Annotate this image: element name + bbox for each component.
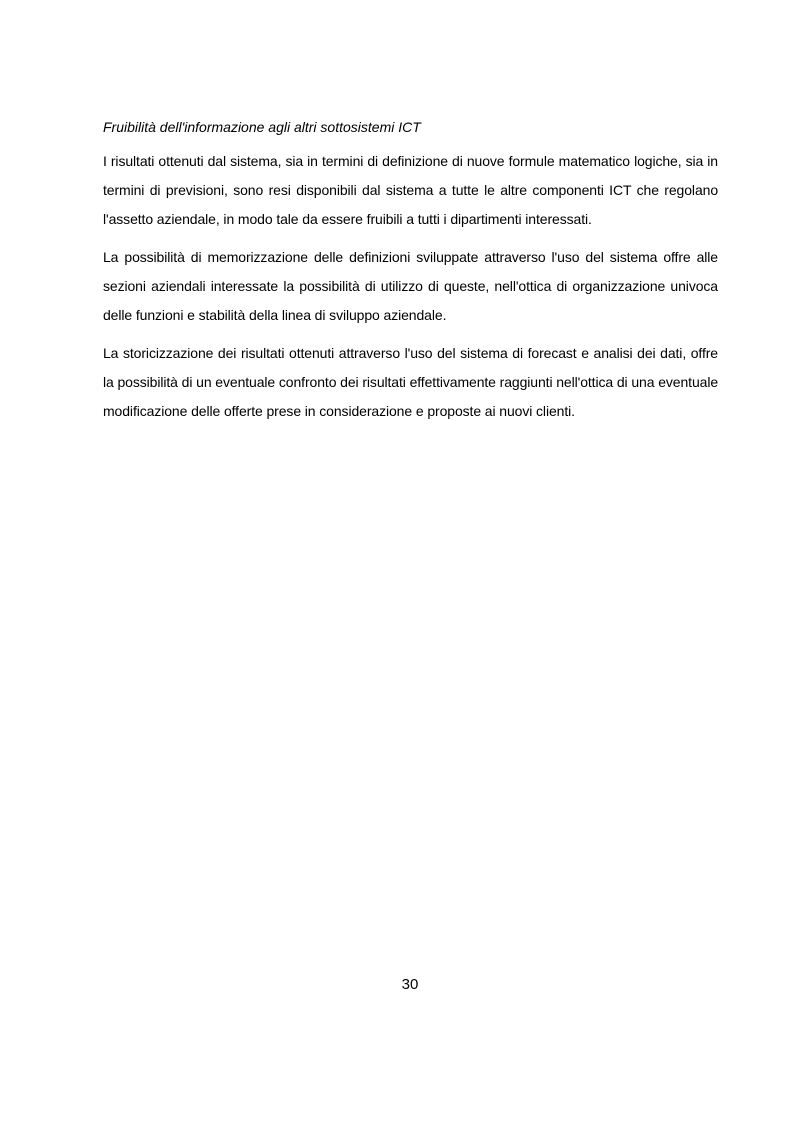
paragraph-results-availability: I risultati ottenuti dal sistema, sia in termini di definizione di nuove formule matematico logiche, sia in termini di previsioni, sono resi disponibili dal sistema a tutte le altre componenti ICT che regolano l'assetto aziendale, in modo tale da essere fruibili a tutti i dipartimenti interessati.: [103, 153, 718, 227]
page-number: 30: [401, 976, 419, 993]
page-content: [103, 117, 718, 435]
section-heading: Fruibilità dell'informazione agli altri sottosistemi ICT: [103, 119, 421, 135]
paragraph-results-history: La storicizzazione dei risultati ottenuti attraverso l'uso del sistema di forecast e analisi dei dati, offre la possibilità di un eventuale confronto dei risultati effettivamente raggiunti nell'ottica di una eventuale modificazione delle offerte prese in considerazione e proposte ai nuovi clienti.: [103, 345, 719, 419]
paragraph-definitions-storage: La possibilità di memorizzazione delle definizioni sviluppate attraverso l'uso del sistema offre alle sezioni aziendali interessate la possibilità di utilizzo di queste, nell'ottica di organizzazione univoca delle funzioni e stabilità della linea di sviluppo aziendale.: [103, 249, 718, 323]
